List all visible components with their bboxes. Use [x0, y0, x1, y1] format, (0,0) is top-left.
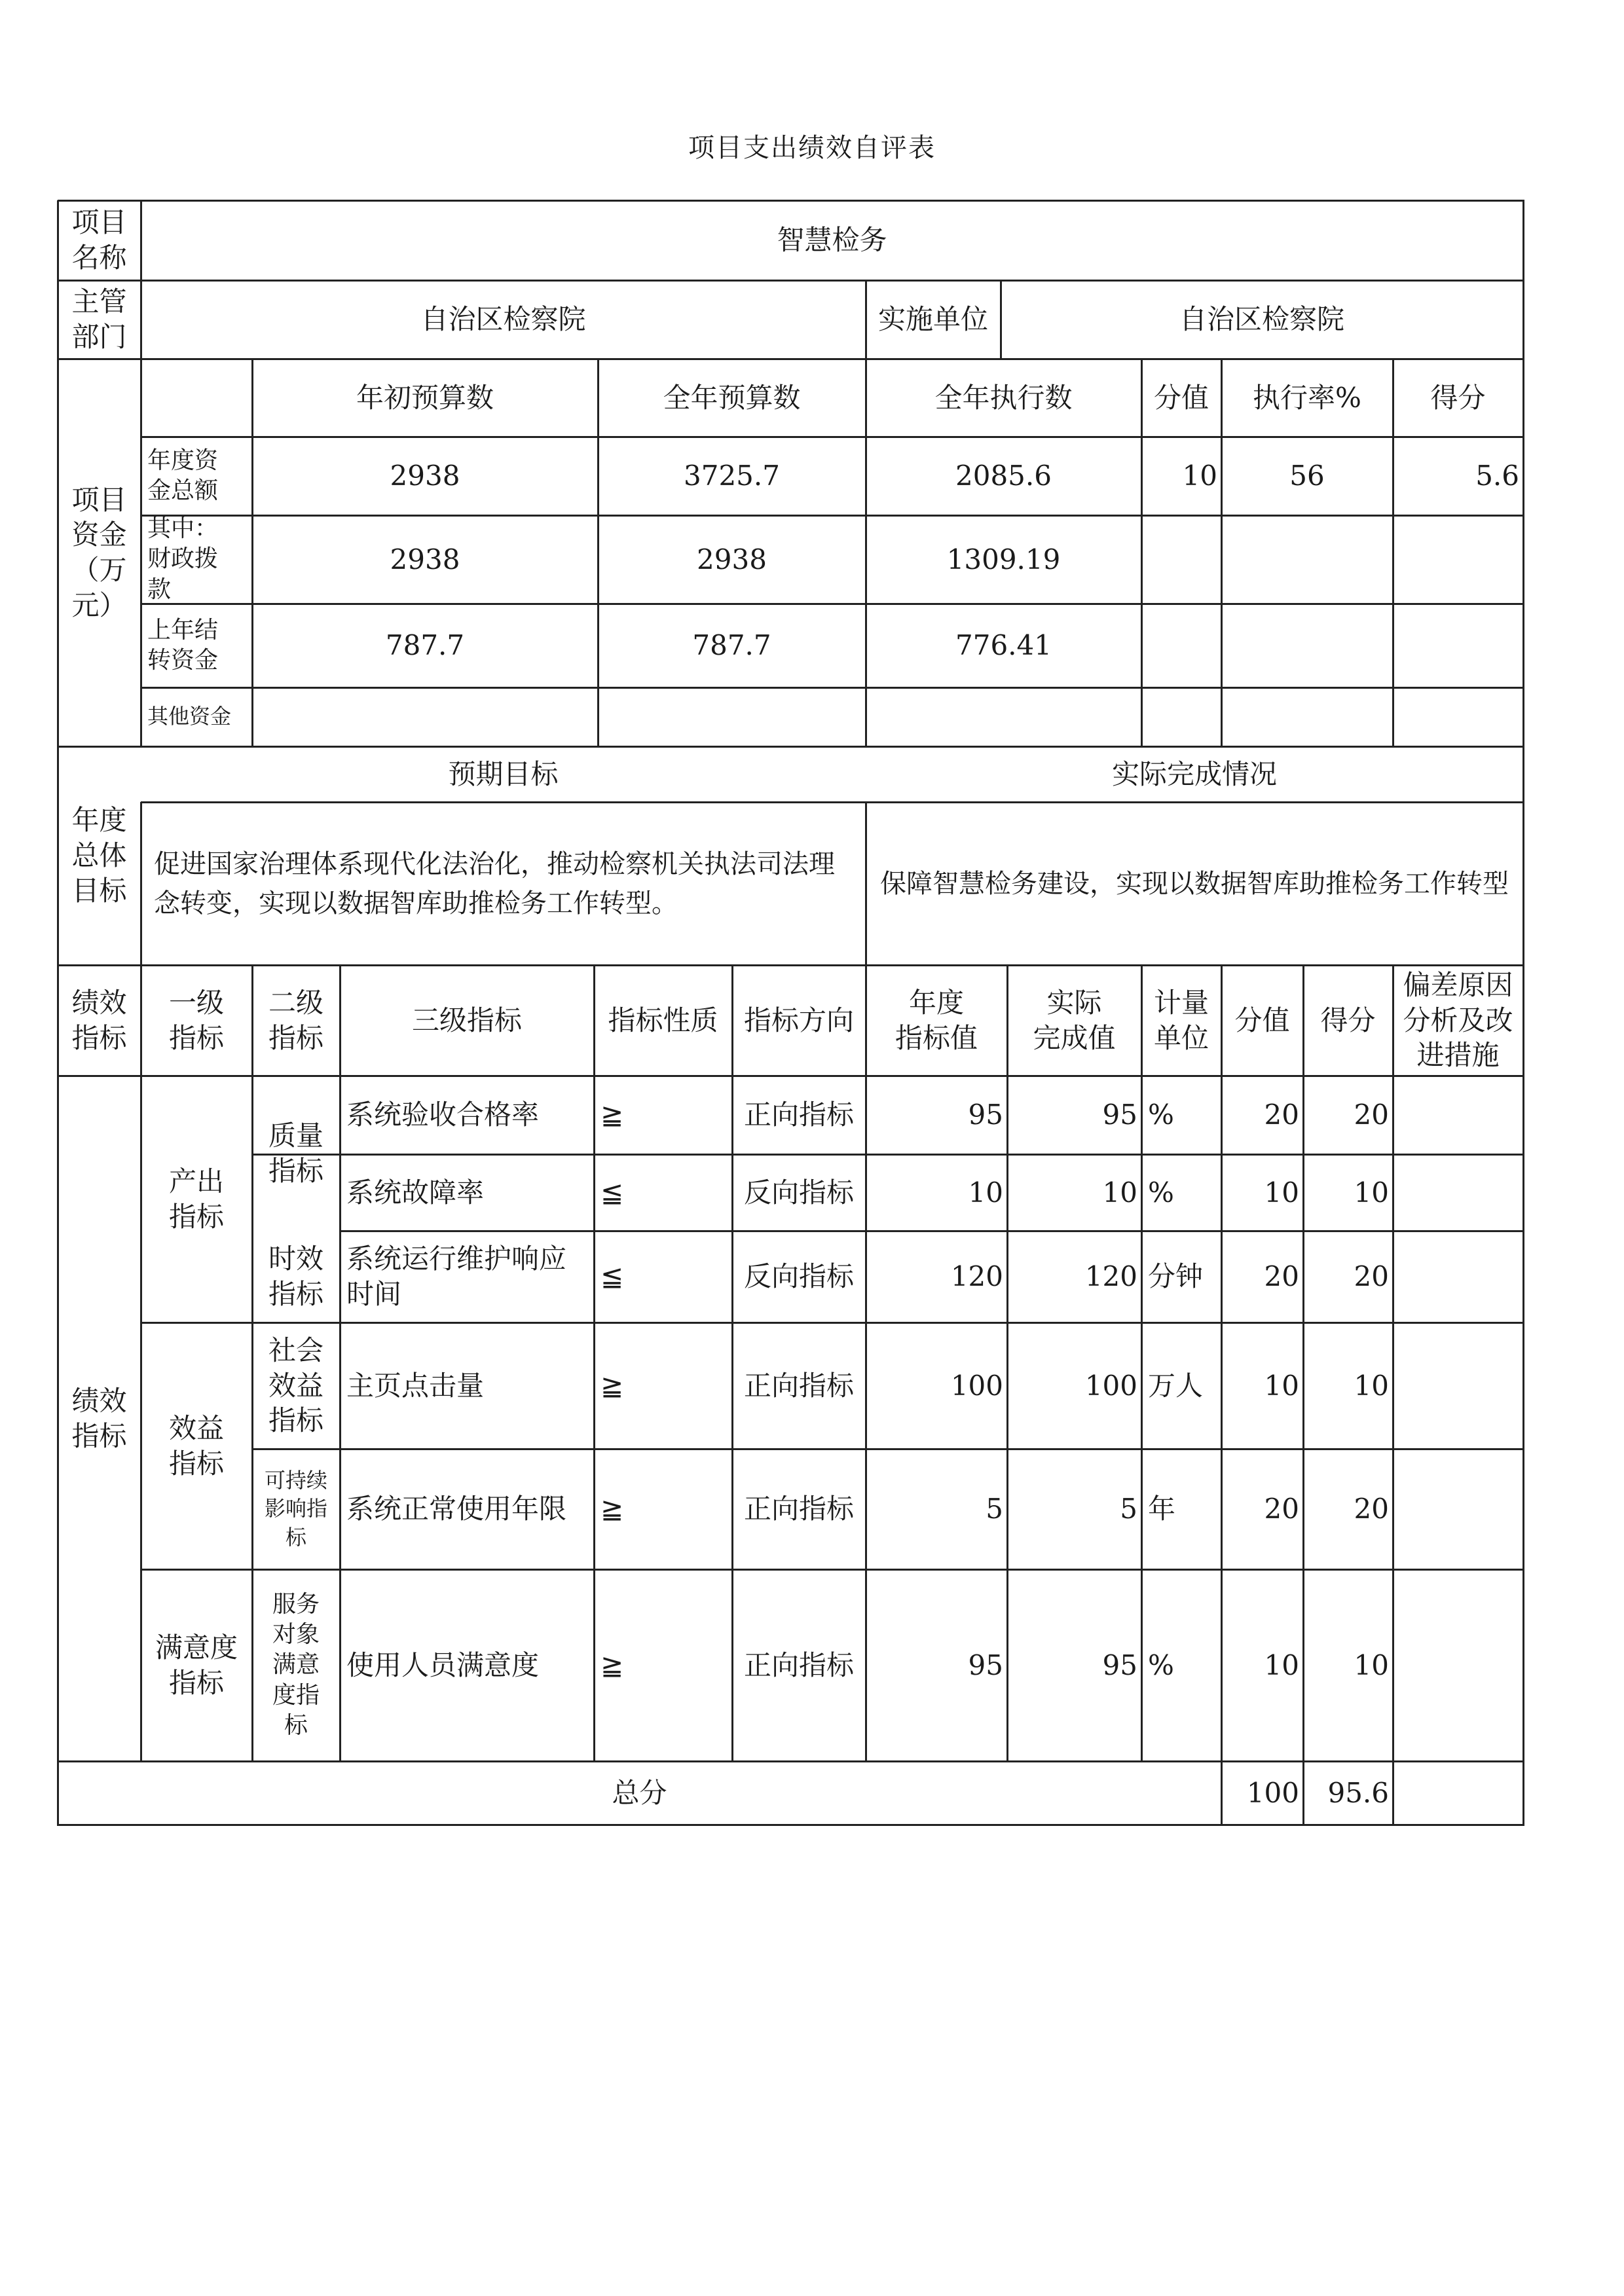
indicator-score: 10 [1354, 1649, 1389, 1681]
funds-score-value [1141, 515, 1221, 604]
level2-indicator: 可持续 影响指 标 [264, 1468, 327, 1550]
level1-indicator: 效益 指标 [168, 1412, 224, 1480]
indicator-nature: ≦ [600, 1176, 624, 1209]
funds-annual: 3725.7 [684, 460, 780, 492]
total-score: 95.6 [1327, 1776, 1389, 1809]
indicator-direction: 反向指标 [743, 1260, 854, 1293]
funds-score [1393, 515, 1523, 604]
indicator-header-level2: 二级 指标 [268, 986, 323, 1054]
indicator-score-value: 20 [1264, 1099, 1299, 1131]
level3-indicator-name: 系统验收合格率 [346, 1099, 540, 1131]
indicator-target-value: 120 [950, 1260, 1003, 1293]
level3-indicator-name: 主页点击量 [346, 1369, 485, 1402]
funds-row-label: 其中： 财政拨 款 [147, 515, 219, 603]
funds-rate [1221, 604, 1393, 687]
indicator-unit: % [1148, 1176, 1174, 1209]
indicator-deviation [1393, 1569, 1523, 1761]
funds-score-value [1141, 604, 1221, 687]
funds-annual: 2938 [697, 543, 767, 575]
funds-initial: 2938 [390, 460, 460, 492]
indicators-section-label: 绩效 指标 [71, 1384, 127, 1452]
level1-indicator: 满意度 指标 [155, 1631, 238, 1699]
indicator-actual-value: 120 [1084, 1260, 1137, 1293]
indicator-score: 10 [1354, 1369, 1389, 1402]
funds-executed: 776.41 [955, 629, 1052, 662]
indicator-deviation [1393, 1231, 1523, 1322]
indicator-score-value: 10 [1264, 1649, 1299, 1681]
indicator-actual-value: 5 [1120, 1493, 1137, 1525]
funds-rate [1221, 687, 1393, 746]
level3-indicator-name: 系统故障率 [346, 1176, 485, 1209]
level3-indicator-name: 使用人员满意度 [346, 1649, 540, 1681]
goals-actual-text: 保障智慧检务建设，实现以数据智库助推检务工作转型 [880, 868, 1509, 899]
indicator-deviation [1393, 1322, 1523, 1449]
funds-score-value: 10 [1182, 460, 1217, 492]
indicator-header-direction: 指标方向 [743, 1004, 854, 1036]
indicator-score-value: 10 [1264, 1176, 1299, 1209]
total-label: 总分 [612, 1776, 667, 1809]
impl-unit-label: 实施单位 [877, 303, 988, 336]
funds-rate [1221, 515, 1393, 604]
page-title: 项目支出绩效自评表 [688, 133, 936, 163]
indicator-deviation [1393, 1449, 1523, 1569]
indicator-header-level1: 一级 指标 [168, 986, 224, 1054]
funds-score [1393, 687, 1523, 746]
indicator-score-value: 20 [1264, 1260, 1299, 1293]
indicator-target-value: 10 [968, 1176, 1003, 1209]
funds-row-label: 其他资金 [147, 704, 232, 729]
level2-indicator: 服务 对象 满意 度指 标 [272, 1591, 320, 1739]
funds-initial: 2938 [390, 543, 460, 575]
dept-label: 主管 部门 [71, 285, 127, 353]
funds-header: 得分 [1430, 381, 1486, 414]
total-score-value: 100 [1246, 1776, 1299, 1809]
indicator-nature: ≧ [600, 1369, 624, 1402]
indicator-actual-value: 95 [1102, 1649, 1137, 1681]
project-name-label: 项目 名称 [71, 206, 127, 274]
indicator-unit: 分钟 [1148, 1260, 1204, 1293]
funds-header: 全年预算数 [663, 381, 801, 414]
indicator-score: 20 [1354, 1260, 1389, 1293]
funds-header: 分值 [1153, 381, 1209, 414]
indicator-direction: 正向指标 [743, 1369, 854, 1402]
indicator-nature: ≧ [600, 1099, 624, 1131]
indicator-score: 10 [1354, 1176, 1389, 1209]
level2-indicator: 社会 效益 指标 [268, 1334, 323, 1437]
indicator-header-level3: 三级指标 [411, 1004, 522, 1036]
funds-row-label: 上年结 转资金 [147, 616, 219, 674]
level2-indicator: 时效 指标 [268, 1243, 323, 1310]
indicator-nature: ≦ [600, 1260, 624, 1293]
indicator-nature: ≧ [600, 1649, 624, 1681]
funds-header: 执行率% [1253, 381, 1361, 414]
goals-actual-header: 实际完成情况 [1111, 757, 1277, 790]
indicator-direction: 正向指标 [743, 1649, 854, 1681]
funds-section-label: 项目 资金 （万 元） [71, 483, 127, 621]
funds-row-label: 年度资 金总额 [147, 446, 219, 504]
level3-indicator-name: 系统运行维护响应 时间 [346, 1243, 567, 1310]
indicator-header-unit: 计量 单位 [1153, 986, 1209, 1054]
indicator-unit: 年 [1148, 1493, 1176, 1525]
level2-indicator: 质量 指标 [268, 1119, 323, 1187]
funds-executed: 1309.19 [946, 543, 1061, 575]
indicator-target-value: 100 [950, 1369, 1003, 1402]
indicator-actual-value: 10 [1102, 1176, 1137, 1209]
indicator-score: 20 [1354, 1493, 1389, 1525]
level3-indicator-name: 系统正常使用年限 [346, 1493, 567, 1525]
indicator-nature: ≧ [600, 1493, 624, 1525]
funds-executed [866, 687, 1141, 746]
goals-section-label: 年度 总体 目标 [71, 804, 127, 907]
indicator-unit: % [1148, 1099, 1174, 1131]
funds-annual [598, 687, 866, 746]
funds-annual: 787.7 [692, 629, 771, 662]
funds-header: 年初预算数 [356, 381, 494, 414]
indicator-header-actual: 实际 完成值 [1033, 986, 1116, 1054]
indicator-score: 20 [1354, 1099, 1389, 1131]
indicator-header-nature: 指标性质 [608, 1004, 718, 1036]
indicator-deviation [1393, 1154, 1523, 1231]
funds-rate: 56 [1289, 460, 1325, 492]
indicator-direction: 正向指标 [743, 1099, 854, 1131]
indicator-direction: 正向指标 [743, 1493, 854, 1525]
funds-initial: 787.7 [385, 629, 465, 662]
indicator-score-value: 10 [1264, 1369, 1299, 1402]
impl-unit: 自治区检察院 [1179, 303, 1344, 336]
funds-score-value [1141, 687, 1221, 746]
indicator-target-value: 95 [968, 1099, 1003, 1131]
indicator-target-value: 95 [968, 1649, 1003, 1681]
indicator-direction: 反向指标 [743, 1176, 854, 1209]
goals-expected-text: 促进国家治理体系现代化法治化，推动检察机关执法司法理念转变，实现以数据智库助推检务工作转型。 [154, 848, 835, 919]
funds-header: 全年执行数 [934, 381, 1073, 414]
indicator-unit: % [1148, 1649, 1174, 1681]
dept-name: 自治区检察院 [420, 303, 586, 336]
indicator-target-value: 5 [986, 1493, 1003, 1525]
indicator-header-score-value: 分值 [1234, 1004, 1290, 1036]
level1-indicator: 产出 指标 [168, 1165, 224, 1233]
indicator-header-score: 得分 [1320, 1004, 1376, 1036]
indicator-header-target: 年度 指标值 [895, 986, 978, 1054]
goals-expected-header: 预期目标 [448, 757, 559, 790]
indicator-header-section: 绩效 指标 [71, 986, 127, 1054]
indicator-deviation [1393, 1076, 1523, 1154]
indicator-actual-value: 100 [1084, 1369, 1137, 1402]
funds-score: 5.6 [1475, 460, 1519, 492]
indicator-score-value: 20 [1264, 1493, 1299, 1525]
funds-score [1393, 604, 1523, 687]
project-name: 智慧检务 [777, 224, 887, 257]
indicator-header-deviation: 偏差原因 分析及改 进措施 [1403, 968, 1513, 1072]
funds-initial [252, 687, 598, 746]
indicator-unit: 万人 [1148, 1369, 1204, 1402]
indicator-actual-value: 95 [1102, 1099, 1137, 1131]
funds-executed: 2085.6 [955, 460, 1052, 492]
